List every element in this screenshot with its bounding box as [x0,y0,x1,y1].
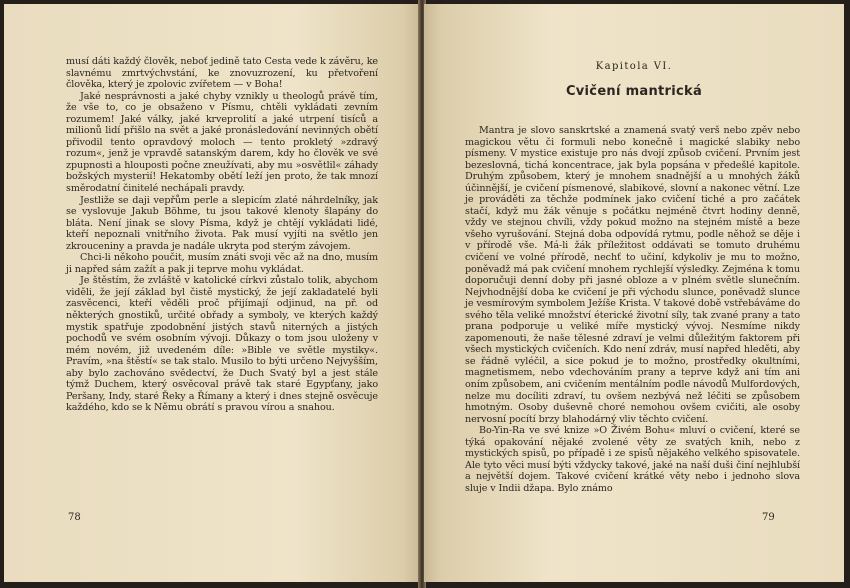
paragraph: Je štěstím, že zvláště v katolické církvi zůstalo tolik, abychom viděli, že její základ byl čistě mystický, že její zakladatelé byli zasvěcenci, kteří věděli proč přijímají odjinud, na př. od některých gnostiků, určité obřady a symboly, ve kterých každý mystik spatřuje zpodobnění jistých stavů niterných a jistých pochodů ve svém osobním vývoji. Důkazy o tom jsou uloženy v mém novém, již uvedeném díle: »Bible ve světle mystiky«. Pravím, »na štěstí« se tak stalo. Musilo to býti určeno Nejvyšším, aby bylo zachováno svědectví, že Duch Svatý byl a jest stále týmž Duchem, který osvěcoval právě tak staré Egypťany, jako Peršany, Indy, staré Řeky a Římany a který i dnes stejně osvěcuje každého, kdo se k Němu obrátí s pravou vírou a snahou. [66,275,378,414]
chapter-title: Cvičení mantrická [565,84,703,99]
chapter-label: Kapitola VI. [595,61,673,72]
paragraph: musí dáti každý člověk, neboť jedině tato Cesta vede k závěru, ke slavnému zmrtvýchvstání, ke znovuzrození, ku přetvoření člověka, který je zpolovic zvířetem — v Boha! [66,56,378,91]
page-number-left: 78 [68,512,81,523]
paragraph: Jestliže se daji vepřům perle a slepicím zlaté náhrdelníky, jak se vyslovuje Jakub Böhme, tu jsou takové klenoty šlapány do bláta. Není jinak se slovy Písma, když je chtějí vykládati lidé, kteří nepoznali vnitřního života. Pak musí vyjíti na světlo jen zkrouceniny a pravda je nadále ukryta pod sterým závojem. [66,194,378,252]
paragraph: Chci-li někoho poučit, musím znáti svoji věc až na dno, musím ji napřed sám zažít a pak ji teprve mohu vykládat. [66,252,378,275]
paragraph: Bo-Yin-Ra ve své knize »O Živém Bohu« mluví o cvičení, které se týká opakování nějaké zvolené věty ze svatých knih, nebo z mystických spisů, po případě i ze spisů nějakého velkého spisovatele. Ale tyto věci musí býti vždycky takové, jaké na naší duši činí nejhlubší a největší dojem. Takové cvičení krátké věty nebo i jednoho slova sluje v Indii džapa. Bylo známo [465,425,800,494]
paragraph: Mantra je slovo sanskrtské a znamená svatý verš nebo zpěv nebo magickou větu či formuli nebo konečně i magické slabiky nebo písmeny. V mystice existuje pro nás dvojí způsob cvičení. Prvním jest bezeslovná, tichá koncentrace, jak byla popsána v předešlé kapitole. Druhým způsobem, který je mnohem snadnější a u mnohých žáků účinnější, je cvičení písmenové, slabikové, slovní a nakonec větní. Lze je prováděti za těchže podmínek jako cvičení tiché a pro začátek stačí, když mu žák věnuje s počátku nejméně čtvrt hodiny denně, vždy ve stejnou chvíli, vždy pokud možno na stejném místě a beze všeho vyrušování. Stejná doba odpovídá rytmu, podle něhož se děje i v přírodě vše. Má-li žák příležitost oddávati se tomuto druhému cvičení ve volné přírodě, nechť to učiní, kdykoliv je mu to možno, poněvadž má pak cvičení mnohem rychlejší výsledky. Zejména k tomu doporučuji denní doby při jasné obloze a v plném světle slunečním. Nejvhodnější doba ke cvičení je při východu slunce, poněvadž slunce je vesmírovým symbolem Ježíše Krista. V takové době vstřebáváme do svého těla veliké množství éterické životní síly, tak zvané prany a tato prana podporuje u veliké míře mystický vývoj. Nesmíme nikdy zapomenouti, že naše tělesné zdraví je velmi důležitým faktorem při všech mystických cvičeních. Kdo není zdráv, musí napřed hleděti, aby se řádně vyléčil, a sice pokud je to možno, prostředky okultními, magnetismem, nebo vdechováním prany a teprve když ani tím ani oním způsobem, ani cvičením mentálním podle návodů Mulfordových, nelze mu docíliti zdraví, tu ovšem nezbývá než léčiti se způsobem hmotným. Osoby duševně choré nemohou ovšem cvičiti, ale osoby nervosní pocítí brzy blahodárný vliv těchto cvičení. [465,125,800,425]
paragraph: Jaké nesprávnosti a jaké chyby vznikly u theologů právě tím, že vše to, co je obsaženo v Písmu, chtěli vykládati zevním rozumem! Jaké války, jaké krveprolití a jaké utrpení tisíců a milionů lidí přišlo na svět a jaké pronásledování nevinných obětí přivodil tento opravdový moloch — tento prokletý »zdravý rozum«, jenž je vpravdě satanským darem, kdy ho člověk ve své zpupnosti a hlouposti počne zneužívati, aby mu »osvětlil« záhady božských mysterií! Hekatomby obětí leží jen proto, že tak mnozí směrodatní činitelé nechápali pravdy. [66,90,378,195]
right-page [424,4,844,582]
left-page-text [66,56,378,414]
right-page-text [465,125,800,495]
page-number-right: 79 [762,512,775,523]
left-page [4,4,420,582]
